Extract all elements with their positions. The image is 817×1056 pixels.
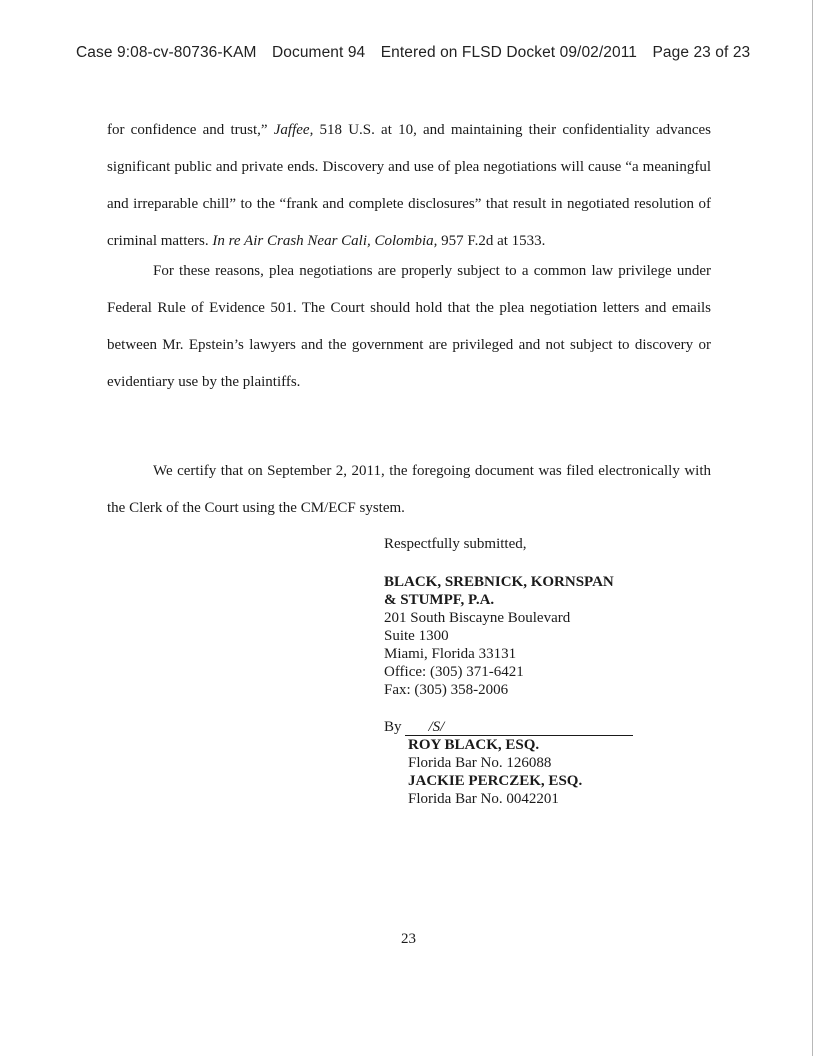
attorney-name: ROY BLACK, ESQ.: [408, 737, 540, 753]
page-number: 23: [401, 931, 416, 947]
signature-block: [384, 535, 633, 808]
paragraph-confidentiality: [107, 112, 711, 260]
page-indicator: Page 23 of 23: [652, 44, 751, 61]
attorney-list: [408, 736, 633, 808]
firm-name-line1: BLACK, SREBNICK, KORNSPAN: [384, 574, 614, 590]
case-citation: In re Air Crash Near Cali, Colombia,: [212, 233, 438, 249]
docket-header: [76, 44, 750, 62]
docket-entry: Entered on FLSD Docket 09/02/2011: [380, 44, 638, 61]
paragraph-line: the Clerk of the Court using the CM/ECF system.: [107, 500, 405, 516]
paragraph-conclusion: [107, 253, 711, 401]
paragraph-line: significant public and private ends. Discovery and use of plea negotiations will cause “a meaningful: [107, 159, 711, 175]
paragraph-line: Federal Rule of Evidence 501. The Court should hold that the plea negotiation letters and emails: [107, 300, 711, 316]
bar-number: Florida Bar No. 126088: [408, 755, 552, 771]
address-street: 201 South Biscayne Boulevard: [384, 610, 571, 626]
attorney-name: JACKIE PERCZEK, ESQ.: [408, 773, 583, 789]
electronic-signature: /S/: [405, 718, 633, 736]
office-phone: Office: (305) 371-6421: [384, 664, 524, 680]
case-number: Case 9:08-cv-80736-KAM: [76, 44, 257, 61]
signature-line-row: [384, 718, 633, 736]
address-suite: Suite 1300: [384, 628, 449, 644]
firm-name-line2: & STUMPF, P.A.: [384, 592, 495, 608]
document-number: Document 94: [271, 44, 366, 61]
address-city: Miami, Florida 33131: [384, 646, 517, 662]
page-edge: [812, 0, 813, 1056]
paragraph-line: evidentiary use by the plaintiffs.: [107, 374, 301, 390]
by-label: By: [384, 719, 402, 735]
closing: Respectfully submitted,: [384, 536, 527, 552]
paragraph-line: between Mr. Epstein’s lawyers and the government are privileged and not subject to discovery or: [107, 337, 711, 353]
paragraph-line: and irreparable chill” to the “frank and complete disclosures” that result in negotiated resolution of: [107, 196, 711, 212]
certificate-of-service: [107, 453, 711, 527]
case-citation: Jaffee,: [273, 122, 314, 138]
paragraph-line: We certify that on September 2, 2011, the foregoing document was filed electronically with: [153, 463, 711, 479]
fax-number: Fax: (305) 358-2006: [384, 682, 509, 698]
paragraph-line: for confidence and trust,” Jaffee, 518 U.S. at 10, and maintaining their confidentiality advances: [107, 122, 711, 138]
bar-number: Florida Bar No. 0042201: [408, 791, 559, 807]
paragraph-line: For these reasons, plea negotiations are properly subject to a common law privilege under: [153, 263, 711, 279]
paragraph-line: criminal matters. In re Air Crash Near Cali, Colombia, 957 F.2d at 1533.: [107, 233, 546, 249]
